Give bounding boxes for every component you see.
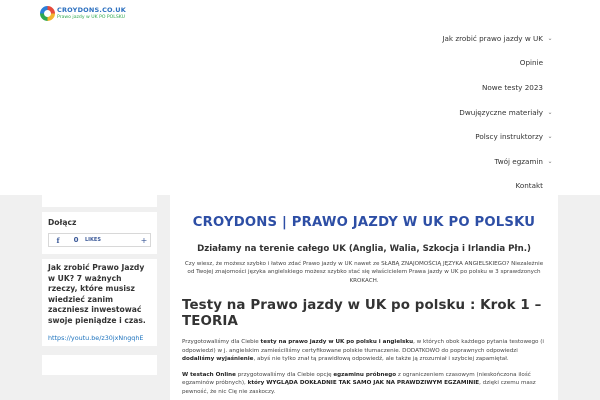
text: , dzięki czemu masz pewność, że nic Cię nie zaskoczy. xyxy=(182,380,536,395)
nav-label: Dwujęzyczne materiały xyxy=(459,107,543,117)
join-title: Dołącz xyxy=(48,218,77,227)
nav-label: Twój egzamin xyxy=(494,156,543,166)
text: , w których obok każdego pytania testowego (i odpowiedzi) w j. angielskim zamieściliśmy certyfikowane polskie tłumaczenie. DODATKOWO do poprawnych odpowiedzi xyxy=(182,339,544,354)
nav-item-nowe-testy[interactable] xyxy=(354,75,554,100)
nav-item-materialy[interactable] xyxy=(354,100,554,125)
bold-text: W testach Online xyxy=(182,372,236,379)
subtitle: Działamy na terenie całego UK (Anglia, Walia, Szkocja i Irlandia Płn.) xyxy=(197,244,531,254)
nav-label: Kontakt xyxy=(515,181,543,191)
bold-text: dodaliśmy wyjaśnienie xyxy=(182,355,254,362)
promo-video-link[interactable]: https://youtu.be/z30jxNngqhE xyxy=(48,334,144,342)
site-logo[interactable] xyxy=(40,5,127,25)
likes-label: LIKES xyxy=(85,237,101,243)
chevron-down-icon: ⌄ xyxy=(547,157,553,165)
sidebar xyxy=(42,212,157,380)
section-heading: Testy na Prawo jazdy w UK po polsku : Krok 1 – TEORIA xyxy=(182,298,542,330)
nav-item-egzamin[interactable] xyxy=(354,149,554,174)
text: przygotowaliśmy dla Ciebie opcję xyxy=(235,372,334,379)
logo-name: CROYDONS.CO.UK xyxy=(57,6,127,14)
chevron-down-icon: ⌄ xyxy=(547,108,553,116)
bold-text: egzaminu próbnego xyxy=(333,372,397,379)
paragraph-online xyxy=(182,371,546,396)
nav-item-jak-zrobic[interactable] xyxy=(354,26,554,51)
nav-label: Opinie xyxy=(519,58,543,68)
paragraph-tests xyxy=(182,338,546,363)
site-title: CROYDONS | PRAWO JAZDY W UK PO POLSKU xyxy=(192,215,536,230)
nav-item-instruktorzy[interactable] xyxy=(354,124,554,149)
chevron-down-icon: ⌄ xyxy=(547,133,553,141)
promo-text: Jak zrobić Prawo Jazdy w UK? 7 ważnych rzeczy, które musisz wiedzieć zanim zaczniesz inwestować swoje pieniądze i czas. xyxy=(48,263,146,325)
logo-icon xyxy=(40,6,55,21)
text: , abyś nie tylko znał tą prawidłową odpowiedź, ale także ją zrozumiał i szybciej zapamiętał. xyxy=(253,355,509,362)
nav-label: Polscy instruktorzy xyxy=(475,132,543,142)
empty-widget xyxy=(42,355,157,375)
bold-text: który WYGLĄDA DOKŁADNIE TAK SAMO JAK NA PRAWDZIWYM EGZAMINIE xyxy=(247,380,480,387)
chevron-down-icon: ⌄ xyxy=(547,34,553,42)
facebook-icon: f xyxy=(56,235,60,245)
nav-item-opinie[interactable] xyxy=(354,51,554,76)
main-content xyxy=(170,195,558,400)
text: z ograniczeniem czasowym (nieskończona ilość egzaminów próbnych), xyxy=(182,372,531,387)
plus-icon[interactable]: + xyxy=(140,235,148,245)
intro-text: Czy wiesz, że możesz szybko i łatwo zdać Prawo jazdy w UK nawet ze SŁABĄ ZNAJOMOŚCIĄ JĘZYKA ANGIELSKIEGO? Niezależnie od Twojej znajomości języka angielskiego możesz szybko stać się właścicielem Prawa jazdy w UK po polsku w 3 sprawdzonych KROKACH. xyxy=(184,261,544,284)
join-widget xyxy=(42,212,157,254)
main-navigation xyxy=(354,26,554,198)
bold-text: testy na prawo jazdy w UK po polsku i angielsku xyxy=(260,339,414,346)
text: Przygotowaliśmy dla Ciebie xyxy=(182,339,261,346)
facebook-like-box[interactable] xyxy=(48,233,151,247)
nav-label: Nowe testy 2023 xyxy=(482,82,543,92)
sidebar-top-widget xyxy=(42,195,157,207)
site-header xyxy=(0,0,600,195)
likes-count: 0 xyxy=(73,236,79,244)
logo-tagline: Prawo jazdy w UK PO POLSKU xyxy=(57,15,126,20)
promo-widget xyxy=(42,259,157,346)
nav-label: Jak zrobić prawo jazdy w UK xyxy=(442,33,543,43)
